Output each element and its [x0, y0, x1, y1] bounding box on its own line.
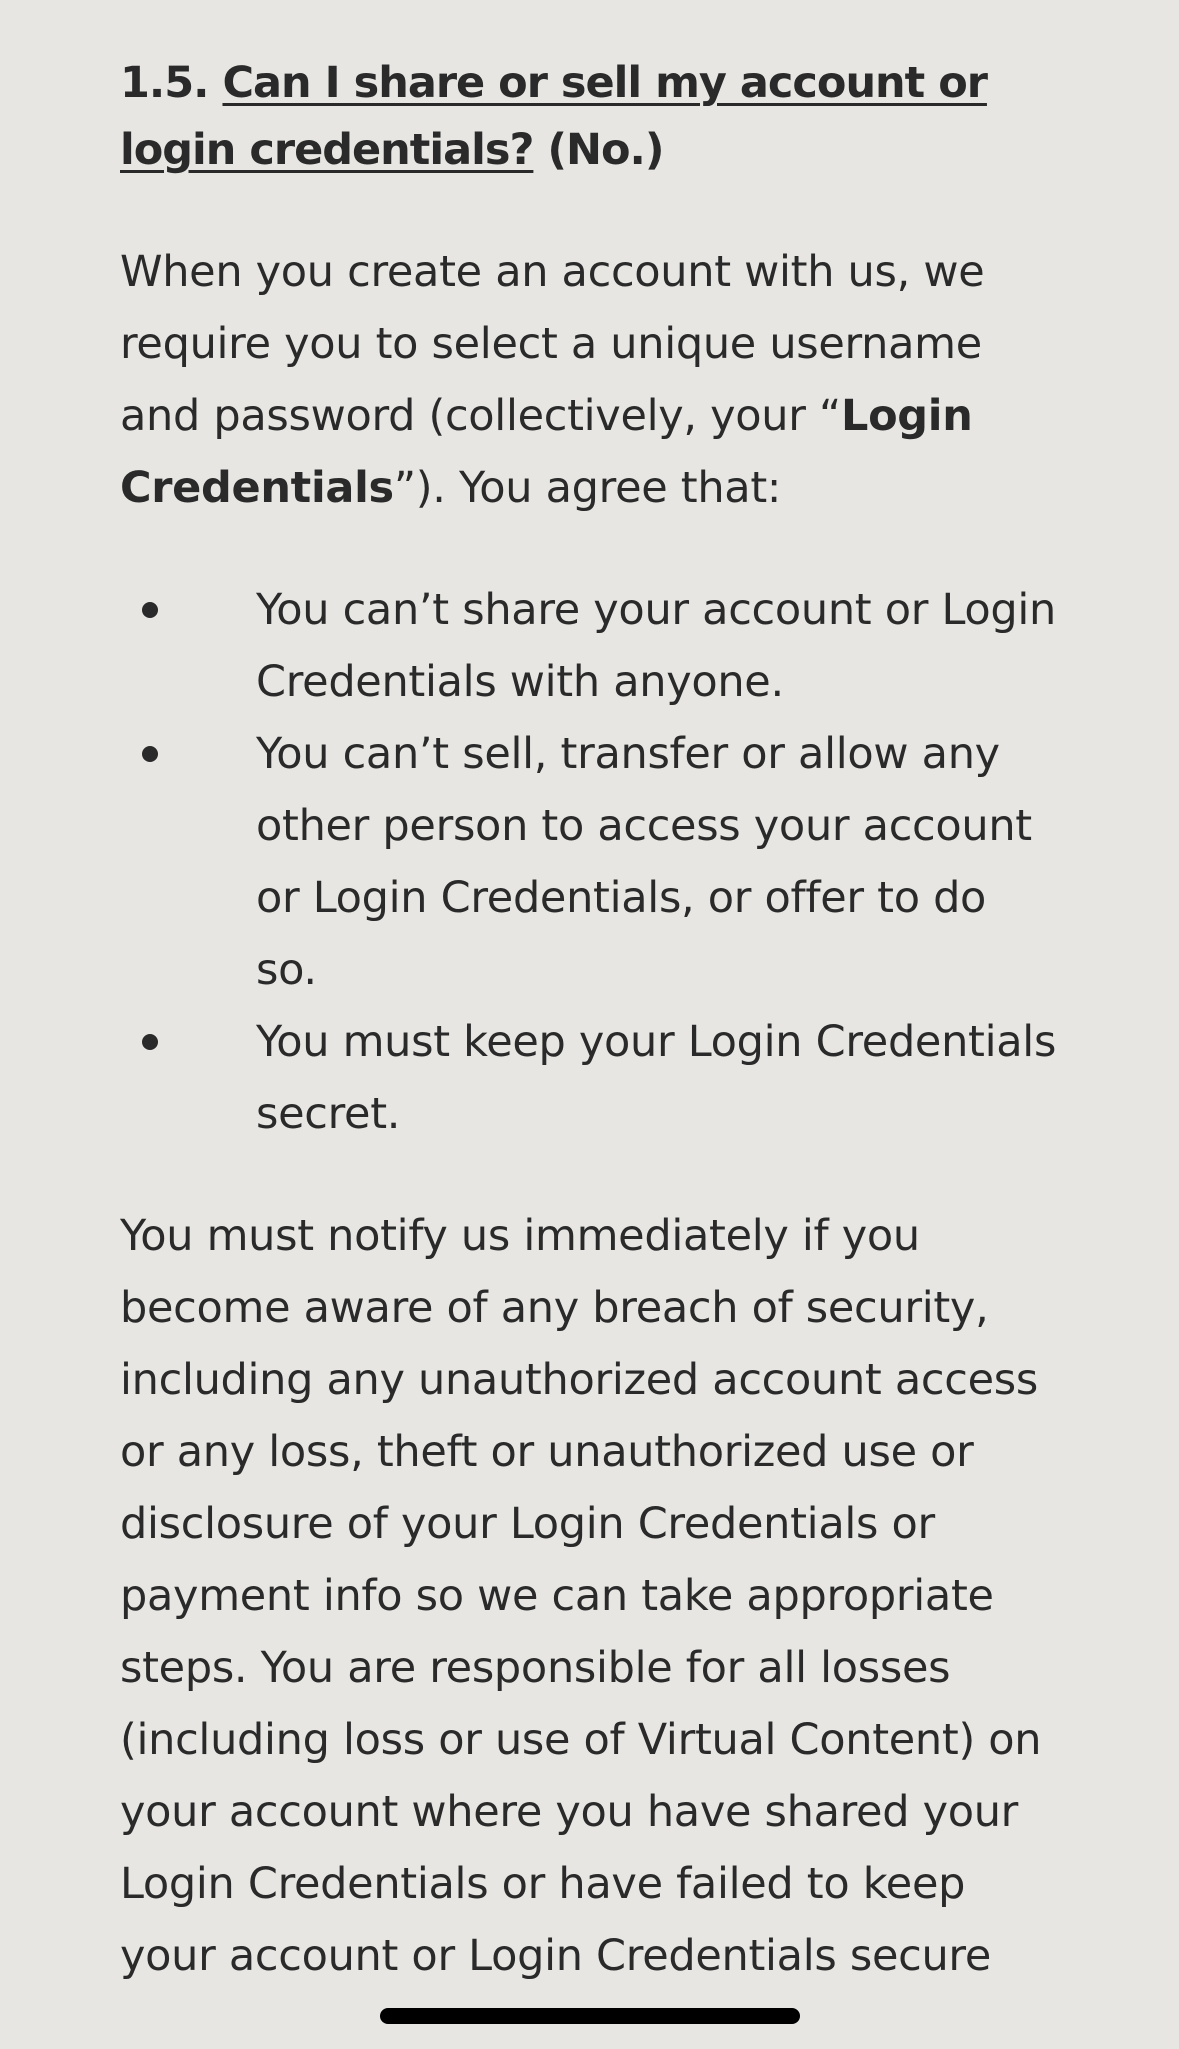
list-item — [120, 574, 1060, 718]
list-item-text: You must keep your Login Credentials secret. — [256, 1017, 1057, 1139]
terms-content — [120, 50, 1060, 1992]
list-item — [120, 1006, 1060, 1150]
intro-text-end: ”). You agree that: — [393, 463, 782, 513]
intro-paragraph — [120, 236, 1060, 524]
section-heading — [120, 50, 1060, 184]
list-item-text: You can’t sell, transfer or allow any other person to access your account or Login Credentials, or offer to do so. — [256, 729, 1032, 995]
agreement-list — [120, 574, 1060, 1150]
bullet-icon — [142, 746, 158, 762]
notice-paragraph: You must notify us immediately if you become aware of any breach of security, including any unauthorized account access or any loss, theft or unauthorized use or disclosure of your Login Credentials or payment info so we can take appropriate steps. You are responsible for all losses (including loss or use of Virtual Content) on your account where you have shared your Login Credentials or have failed to keep your account or Login Credentials secure — [120, 1211, 1042, 1981]
home-indicator[interactable] — [380, 2008, 800, 2024]
intro-bold-term: Login Credentials — [120, 391, 973, 513]
section-title-suffix: (No.) — [533, 125, 664, 175]
section-number: 1.5. — [120, 58, 223, 108]
section-title-link[interactable]: Can I share or sell my account or login credentials? — [120, 58, 987, 175]
intro-text-start: When you create an account with us, we require you to select a unique username and password (collectively, your “ — [120, 247, 985, 441]
list-item — [120, 718, 1060, 1006]
bullet-icon — [142, 602, 158, 618]
bullet-icon — [142, 1034, 158, 1050]
list-item-text: You can’t share your account or Login Credentials with anyone. — [256, 585, 1056, 707]
